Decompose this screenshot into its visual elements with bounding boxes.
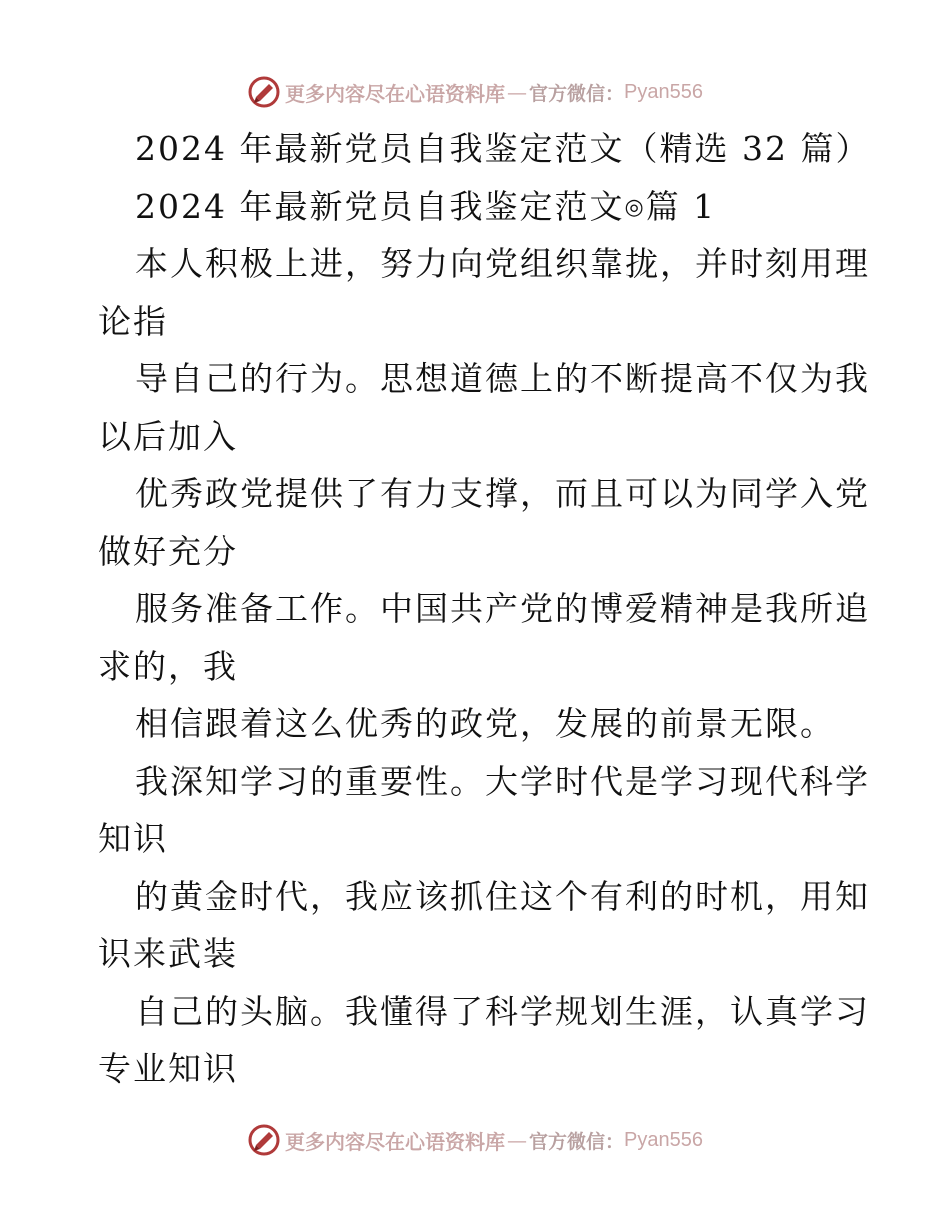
- logo-icon: [247, 75, 281, 109]
- banner-text: 更多内容尽在心语资料库: [285, 1129, 505, 1154]
- banner-label: 官方微信：: [529, 1130, 625, 1153]
- paragraph-line: 的黄金时代，我应该抓住这个有利的时机，用知: [135, 876, 870, 916]
- paragraph-line: 自己的头脑。我懂得了科学规划生涯，认真学习: [135, 991, 870, 1031]
- section-heading-suffix: 篇 1: [645, 186, 717, 226]
- banner-wechat-id: Pyan556: [624, 1128, 703, 1151]
- banner-text: 更多内容尽在心语资料库: [285, 81, 505, 106]
- paragraph-line: 优秀政党提供了有力支撑，而且可以为同学入党: [135, 474, 870, 513]
- document-title: 2024 年最新党员自我鉴定范文（精选 32 篇）: [135, 129, 871, 168]
- banner-dash: —: [507, 1128, 527, 1152]
- paragraph-line: 识来武装: [98, 934, 238, 973]
- header-banner: [0, 72, 950, 112]
- footer-banner: [0, 1120, 950, 1160]
- banner-wechat-id: Pyan556: [624, 80, 703, 103]
- logo-icon: [247, 1123, 281, 1157]
- paragraph-line: 服务准备工作。中国共产党的博爱精神是我所追: [135, 589, 870, 628]
- paragraph-line: 相信跟着这么优秀的政党，发展的前景无限。: [135, 704, 835, 743]
- document-body: [98, 120, 871, 1098]
- paragraph-line: 以后加入: [98, 416, 238, 456]
- paragraph-line: 专业知识: [98, 1049, 238, 1088]
- paragraph-line: 知识: [98, 819, 168, 858]
- paragraph-line: 我深知学习的重要性。大学时代是学习现代科学: [135, 761, 870, 801]
- paragraph-line: 做好充分: [98, 531, 238, 571]
- section-heading: [98, 178, 858, 236]
- section-mark: ◎: [624, 194, 646, 220]
- paragraph-line: 论指: [98, 301, 168, 341]
- paragraph-line: 本人积极上进，努力向党组织靠拢，并时刻用理: [135, 244, 870, 283]
- paragraph-line: 导自己的行为。思想道德上的不断提高不仅为我: [135, 359, 870, 398]
- section-heading-prefix: 2024 年最新党员自我鉴定范文: [135, 186, 625, 226]
- banner-dash: —: [507, 80, 527, 104]
- banner-label: 官方微信：: [529, 82, 625, 105]
- paragraph-line: 求的，我: [98, 646, 238, 686]
